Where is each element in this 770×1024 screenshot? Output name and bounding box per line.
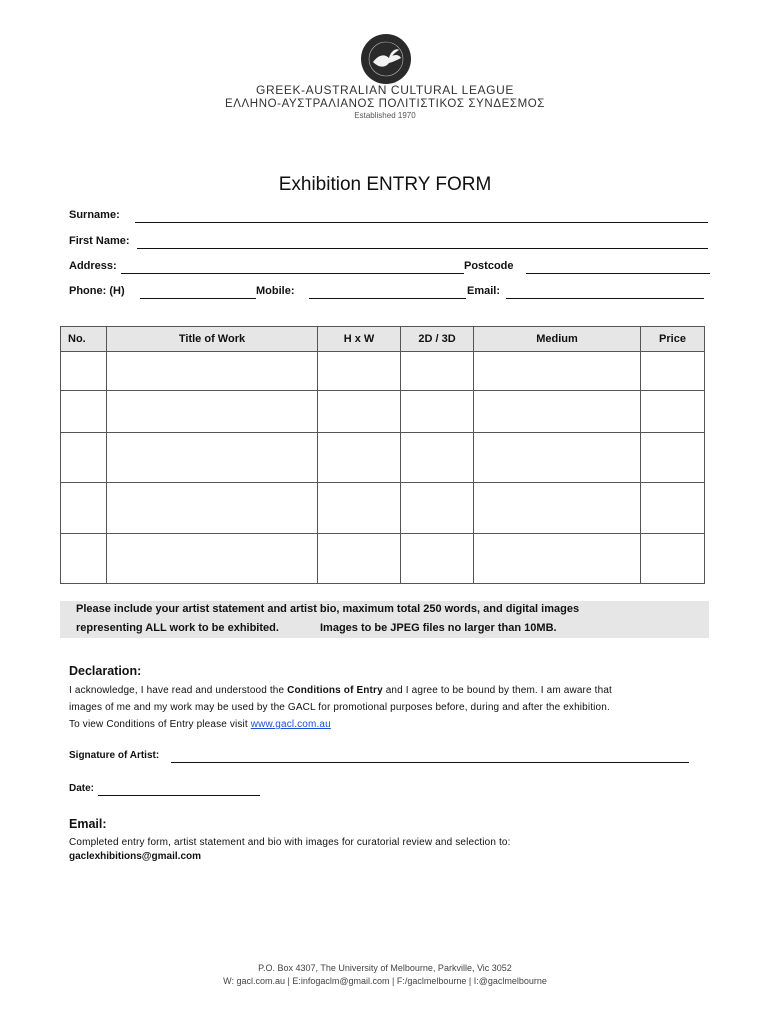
table-row <box>61 391 705 433</box>
cell-medium[interactable] <box>474 534 641 584</box>
declaration-line-3: To view Conditions of Entry please visit <box>69 719 251 730</box>
surname-field[interactable] <box>135 222 708 223</box>
org-name-english: GREEK-AUSTRALIAN CULTURAL LEAGUE <box>256 83 514 97</box>
cell-size[interactable] <box>318 433 401 483</box>
postcode-field[interactable] <box>526 273 710 274</box>
surname-label: Surname: <box>69 209 120 221</box>
cell-price[interactable] <box>641 534 705 584</box>
cell-price[interactable] <box>641 391 705 433</box>
address-label: Address: <box>69 260 117 272</box>
signature-label: Signature of Artist: <box>69 750 160 761</box>
cell-price[interactable] <box>641 433 705 483</box>
footer-contacts: W: gacl.com.au | E:infogaclm@gmail.com | F:/gaclmelbourne | I:@gaclmelbourne <box>223 976 547 986</box>
declaration-text-a: I acknowledge, I have read and understood the <box>69 685 288 696</box>
signature-field[interactable] <box>171 762 689 763</box>
cell-no[interactable] <box>61 483 107 534</box>
signature-row <box>69 750 690 766</box>
address-row <box>69 260 711 276</box>
declaration-heading: Declaration: <box>69 664 142 678</box>
gacl-website-link[interactable]: www.gacl.com.au <box>250 719 331 730</box>
submission-note <box>60 601 709 638</box>
date-label: Date: <box>69 783 95 794</box>
cell-dimension[interactable] <box>401 534 474 584</box>
surname-row <box>69 209 709 225</box>
email-label: Email: <box>467 285 501 297</box>
mobile-label: Mobile: <box>256 285 295 297</box>
phone-row <box>69 285 709 301</box>
cell-no[interactable] <box>61 433 107 483</box>
note-line-2: representing ALL work to be exhibited. <box>76 622 279 634</box>
date-field[interactable] <box>98 795 260 796</box>
cell-medium[interactable] <box>474 433 641 483</box>
phone-label: Phone: (H) <box>69 285 125 297</box>
cell-dimension[interactable] <box>401 433 474 483</box>
first-name-row <box>69 235 709 251</box>
phone-field[interactable] <box>140 298 256 299</box>
cell-size[interactable] <box>318 483 401 534</box>
gacl-logo-icon <box>359 32 413 86</box>
cell-price[interactable] <box>641 483 705 534</box>
first-name-label: First Name: <box>69 235 130 247</box>
column-header-title: Title of Work <box>107 327 318 352</box>
column-header-no: No. <box>61 327 107 352</box>
email-field[interactable] <box>506 298 704 299</box>
cell-dimension[interactable] <box>401 391 474 433</box>
cell-price[interactable] <box>641 352 705 391</box>
cell-size[interactable] <box>318 391 401 433</box>
table-row <box>61 352 705 391</box>
cell-dimension[interactable] <box>401 352 474 391</box>
cell-title[interactable] <box>107 483 318 534</box>
cell-dimension[interactable] <box>401 483 474 534</box>
cell-medium[interactable] <box>474 483 641 534</box>
mobile-field[interactable] <box>309 298 466 299</box>
conditions-of-entry-text: Conditions of Entry <box>287 685 383 696</box>
declaration-text-b: and I agree to be bound by them. I am aware that <box>382 685 612 696</box>
column-header-price: Price <box>641 327 705 352</box>
cell-title[interactable] <box>107 391 318 433</box>
cell-no[interactable] <box>61 391 107 433</box>
submission-email-address[interactable]: gaclexhibitions@gmail.com <box>69 851 202 862</box>
cell-title[interactable] <box>107 534 318 584</box>
email-instructions: Completed entry form, artist statement and bio with images for curatorial review and selection to: <box>69 837 511 848</box>
cell-medium[interactable] <box>474 352 641 391</box>
column-header-medium: Medium <box>474 327 641 352</box>
table-row <box>61 534 705 584</box>
table-row <box>61 433 705 483</box>
established-text: Established 1970 <box>354 111 416 120</box>
declaration-line-2: images of me and my work may be used by the GACL for promotional purposes before, during and after the exhibition. <box>69 702 610 713</box>
cell-no[interactable] <box>61 352 107 391</box>
note-line-1: Please include your artist statement and artist bio, maximum total 250 words, and digital images <box>76 603 580 615</box>
cell-size[interactable] <box>318 534 401 584</box>
cell-medium[interactable] <box>474 391 641 433</box>
address-field[interactable] <box>121 273 464 274</box>
email-heading: Email: <box>69 817 107 831</box>
cell-size[interactable] <box>318 352 401 391</box>
date-row <box>69 783 261 799</box>
cell-title[interactable] <box>107 433 318 483</box>
table-header-row <box>61 327 705 352</box>
org-name-greek: ΕΛΛΗΝΟ-ΑΥΣΤΡΑΛΙΑΝΟΣ ΠΟΛΙΤΙΣΤΙΚΟΣ ΣΥΝΔΕΣΜΟΣ <box>224 98 546 110</box>
table-row <box>61 483 705 534</box>
first-name-field[interactable] <box>137 248 708 249</box>
cell-title[interactable] <box>107 352 318 391</box>
works-table <box>60 326 705 584</box>
cell-no[interactable] <box>61 534 107 584</box>
column-header-size: H x W <box>318 327 401 352</box>
form-title: Exhibition ENTRY FORM <box>278 174 492 195</box>
column-header-dimension: 2D / 3D <box>401 327 474 352</box>
footer-address: P.O. Box 4307, The University of Melbourne, Parkville, Vic 3052 <box>258 963 512 973</box>
declaration-text <box>69 682 719 733</box>
note-line-2-images: Images to be JPEG files no larger than 10MB. <box>320 622 557 634</box>
postcode-label: Postcode <box>464 260 514 272</box>
